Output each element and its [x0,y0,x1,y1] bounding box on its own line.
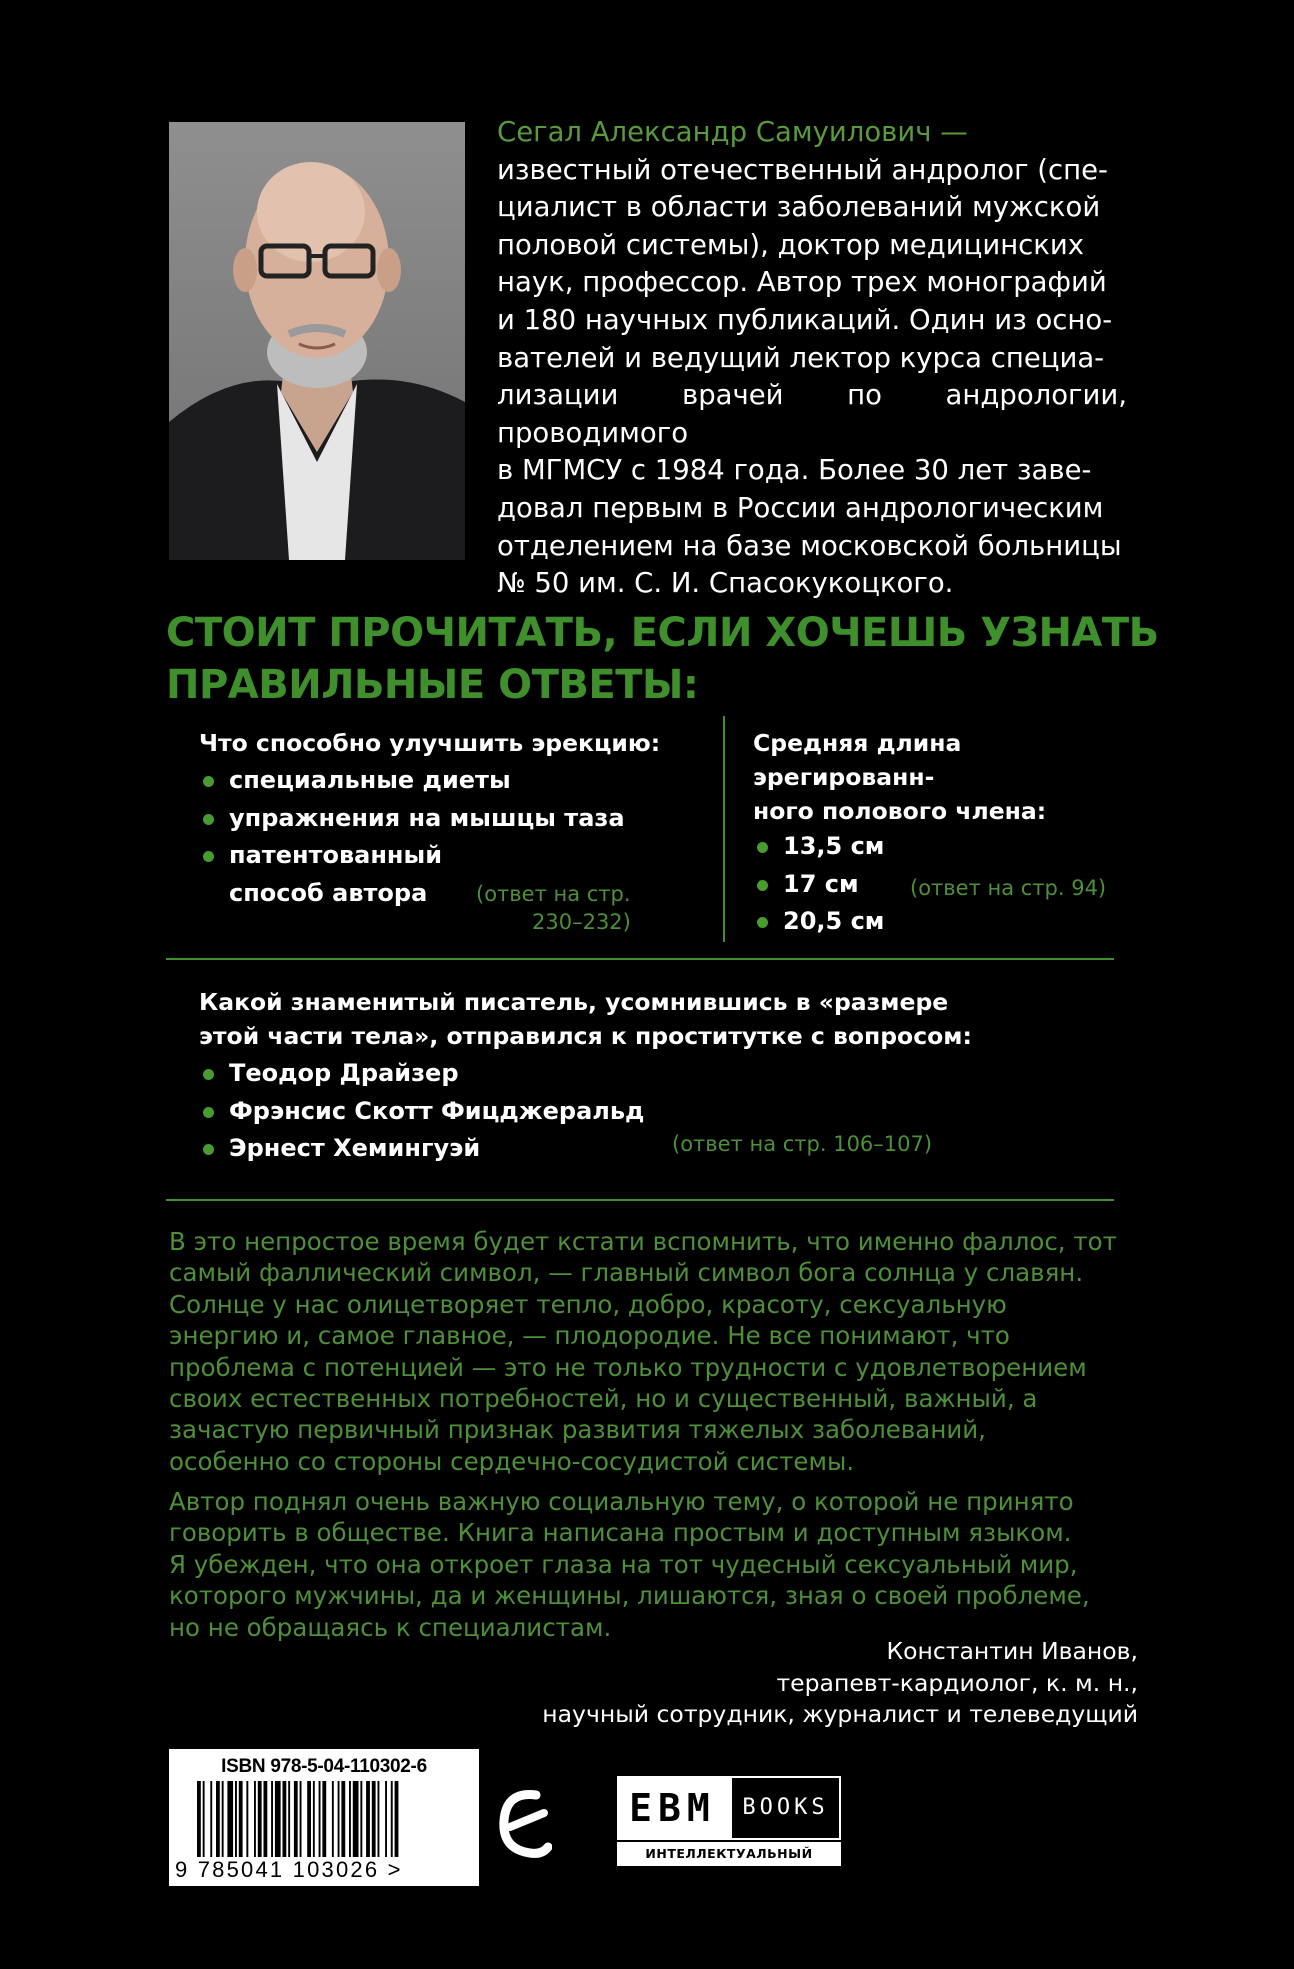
bio-line: известный отечественный андролог (спе- [497,153,1108,186]
barcode-bar [313,1781,315,1857]
isbn-number: ISBN 978-5-04-110302-6 [221,1756,427,1777]
review-paragraph-2 [169,1486,1133,1643]
barcode-digits: 9 785041 103026 > [175,1857,403,1882]
barcode-bar [288,1781,290,1857]
bullet-icon [203,851,214,862]
barcode-bars-icon [197,1781,453,1857]
bullet-icon [203,776,214,787]
ebm-books-logo [617,1776,841,1885]
barcode [169,1749,479,1886]
list-item: Теодор Драйзер [199,1055,1099,1093]
review-line: Автор поднял очень важную социальную тему, о которой не принято [169,1487,1074,1516]
list-item: патентованный [199,837,699,875]
barcode-bar [319,1781,321,1857]
bullet-icon [203,1069,214,1080]
review-line: энергию и, самое главное, — плодородие. Не все понимают, что [169,1321,1010,1351]
barcode-bar [332,1781,334,1857]
barcode-bar [307,1781,311,1857]
answer-reference: 230–232) [532,910,631,934]
barcode-bar [338,1781,340,1857]
barcode-bar [349,1781,351,1857]
barcode-bar [275,1781,281,1857]
barcode-bar [197,1781,201,1857]
author-bio [497,114,1127,603]
bio-line: в МГМСУ с 1984 года. Более 30 лет заве- [497,454,1092,487]
question-length [753,726,1133,941]
review-signature [542,1636,1138,1731]
barcode-bar [360,1781,362,1857]
bio-line: половой системы), доктор медицинских [497,228,1085,261]
ebm-logo-text: EBM [629,1786,716,1830]
bullet-icon [203,814,214,825]
author-name: Сегал Александр Самуилович — [497,116,968,148]
review-line: которого мужчины, да и женщины, лишаются, зная о своей проблеме, [169,1581,1090,1611]
headline-line-2: ПРАВИЛЬНЫЕ ОТВЕТЫ: [166,662,699,708]
barcode-bar [210,1781,212,1857]
column-divider [723,716,725,942]
barcode-bar [246,1781,248,1857]
list-item: 20,5 см [753,903,1133,941]
question-title-line: Какой знаменитый писатель, усомнившись в «размере [199,988,949,1016]
review-line: В это непростое время будет кстати вспомнить, что именно фаллос, тот [169,1227,1117,1256]
review-line: Я убежден, что она откроет глаза на тот чудесный сексуальный мир, [169,1549,1078,1579]
list-item: упражнения на мышцы таза [199,800,699,838]
question-title: Что способно улучшить эрекцию: [199,729,661,757]
bullet-icon [757,842,768,853]
review-line: зачастую первичный признак развития тяжелых заболеваний, [169,1415,986,1445]
bio-line: циалист в области заболеваний мужской [497,191,1101,224]
bio-line: № 50 им. С. И. Спасокукоцкого. [497,567,954,600]
review-paragraph-1 [169,1226,1133,1477]
review-line: Солнце у нас олицетворяет тепло, добро, красоту, сексуальную [169,1289,1007,1319]
barcode-bar [239,1781,243,1857]
bio-line: отделением на базе московской больницы [497,529,1122,562]
barcode-bar [203,1781,205,1857]
barcode-bar [341,1781,345,1857]
headline-line-1: СТОИТ ПРОЧИТАТЬ, ЕСЛИ ХОЧЕШЬ УЗНАТЬ [166,610,1159,656]
barcode-bar [271,1781,273,1857]
barcode-bar [322,1781,326,1857]
question-title-line: Средняя длина эрегированн- [753,729,962,791]
bullet-icon [757,917,768,928]
review-line: говорить в обществе. Книга написана простым и доступным языком. [169,1518,1072,1548]
answer-list [199,1055,1099,1168]
list-item: 13,5 см [753,828,1133,866]
barcode-bar [294,1781,298,1857]
barcode-bar [385,1781,387,1857]
barcode-bar [264,1781,268,1857]
review-line: проблема с потенцией — это не только трудности с удовлетворением [169,1352,1087,1382]
review-line: особенно со стороны сердечно-сосудистой системы. [169,1446,855,1476]
bullet-icon [757,880,768,891]
divider-line [166,958,1114,960]
barcode-bar [235,1781,237,1857]
eksmo-logo-icon [496,1783,552,1863]
headline [166,607,1166,711]
bullet-icon [203,1107,214,1118]
signature-title: терапевт-кардиолог, к. м. н., [776,1668,1138,1697]
review-line: но не обращаясь к специалистам. [169,1612,612,1642]
bullet-icon [203,1144,214,1155]
barcode-bar [366,1781,370,1857]
barcode-bar [254,1781,256,1857]
barcode-bar [395,1781,399,1857]
bio-line: лизации врачей по андрологии, проводимого [497,379,1127,449]
books-logo-text: BOOKS [730,1776,841,1840]
question-writer [199,985,1099,1168]
barcode-bar [300,1781,302,1857]
barcode-bar [258,1781,262,1857]
list-item: Эрнест Хемингуэй [199,1130,1099,1168]
barcode-bar [372,1781,376,1857]
barcode-bar [391,1781,393,1857]
list-item: Фрэнсис Скотт Фицджеральд [199,1093,1099,1131]
answer-reference: (ответ на стр. 94) [910,876,1107,900]
bio-line: вателей и ведущий лектор курса специа- [497,341,1105,374]
barcode-bar [353,1781,359,1857]
barcode-bar [216,1781,220,1857]
barcode-bar [222,1781,224,1857]
publisher-tagline: ИНТЕЛЛЕКТУАЛЬНЫЙ НАУЧПОП [617,1842,841,1866]
author-photo [169,122,465,560]
review-line: своих естественных потребностей, но и существенный, важный, а [169,1384,1038,1414]
list-item: 17 см [753,866,1133,904]
answer-reference: (ответ на стр. 106–107) [672,1132,933,1156]
divider-line [166,1199,1114,1201]
signature-name: Константин Иванов, [886,1637,1138,1665]
bio-line: наук, профессор. Автор трех монографий [497,266,1107,299]
list-item: специальные диеты [199,762,699,800]
signature-role: научный сотрудник, журналист и телеведущий [542,1700,1138,1728]
barcode-bar [283,1781,287,1857]
review-line: самый фаллический символ, — главный символ бога солнца у славян. [169,1258,1084,1288]
answer-reference: (ответ на стр. [476,882,631,906]
bio-line: и 180 научных публикаций. Один из осно- [497,303,1113,336]
question-title-line: этой части тела», отправился к проститутке с вопросом: [199,1022,972,1050]
barcode-bar [378,1781,380,1857]
question-title-line: ного полового члена: [753,797,1047,825]
bio-line: довал первым в России андрологическим [497,491,1104,524]
list-item-continuation: способ автора [229,878,428,907]
barcode-bar [227,1781,233,1857]
author-portrait-illustration [169,122,465,560]
